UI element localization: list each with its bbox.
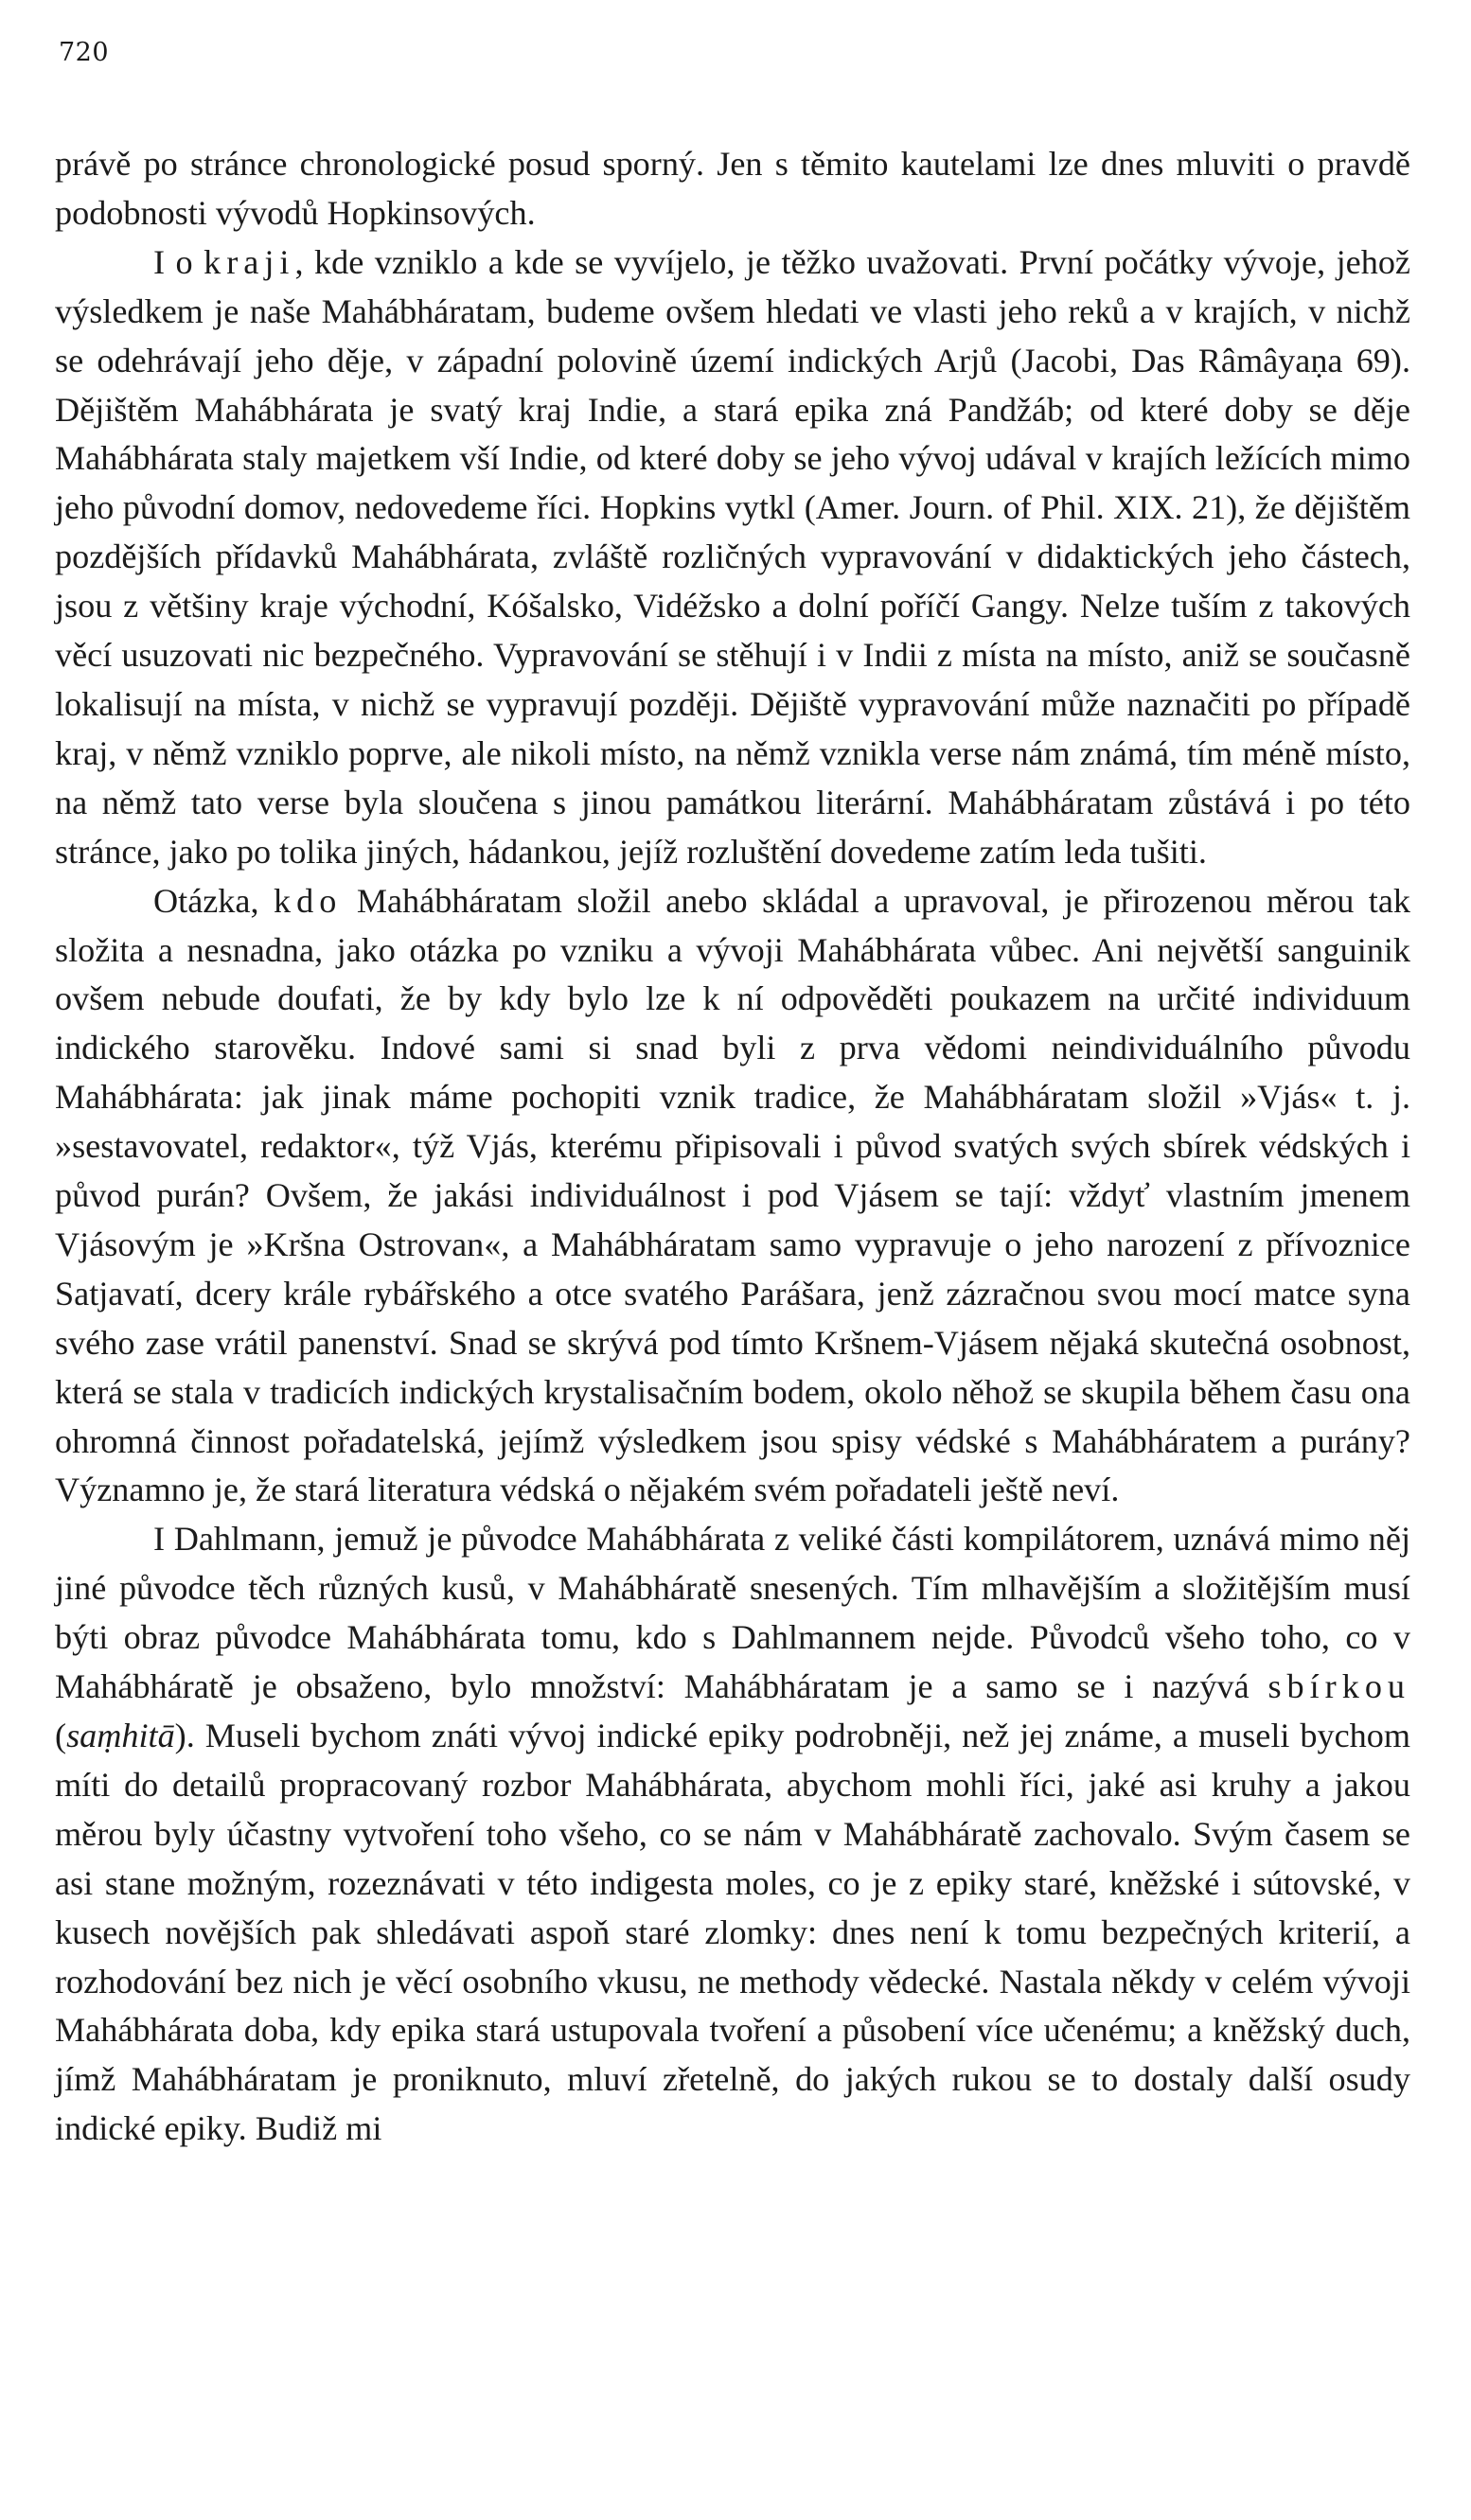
text-run: I Dahlmann, jemuž je původce Mahábhárata z veliké části kompilátorem, uznává mimo něj jiné původce těch různých kusů, v Mahábháratě snesených. Tím mlhavějším a složitějším musí býti obraz původce Mahábhárata tomu, kdo s Dahlmannem nejde. Původců všeho toho, co v Mahábháratě je obsaženo, bylo množství: Mahábháratam je a samo se i nazývá: [55, 1520, 1410, 1706]
spaced-emphasis: kraji: [204, 242, 295, 281]
page-body-text: [55, 140, 1410, 2154]
text-run: právě po stránce chronologické posud sporný. Jen s těmito kautelami lze dnes mluviti o pravdě podobnosti vývodů Hopkinsových.: [55, 145, 1410, 232]
spaced-emphasis: sbírkou: [1267, 1667, 1410, 1706]
text-run: ). Museli bychom znáti vývoj indické epiky podrobněji, než jej známe, a museli bychom míti do detailů propracovaný rozbor Mahábhárata, abychom mohli říci, jaké asi kruhy a jakou měrou byly účastny vytvoření toho všeho, co se nám v Mahábháratě zachovalo. Svým časem se asi stane možným, rozeznávati v této indigesta moles, co je z epiky staré, kněžské i sútovské, v kusech novějších pak shledávati aspoň staré zlomky: dnes není k tomu bezpečných kriterií, a rozhodování bez nich je věcí osobního vkusu, ne methody vědecké. Nastala někdy v celém vývoji Mahábhárata doba, kdy epika stará ustupovala tvoření a působení více učenému; a kněžský duch, jímž Mahábháratam je proniknuto, mluví zřetelně, do jakých rukou se to dostaly další osudy indické epiky. Budiž mi: [55, 1717, 1410, 2148]
paragraph-1: [55, 140, 1410, 238]
paragraph-4: [55, 1515, 1410, 2154]
paragraph-3: [55, 877, 1410, 1516]
text-run: Otázka,: [153, 881, 275, 920]
spaced-emphasis: kdo: [274, 881, 343, 920]
text-run: , kde vzniklo a kde se vyvíjelo, je těžko uvažovati. První počátky vývoje, jehož výsledkem je naše Mahábháratam, budeme ovšem hledati ve vlasti jeho reků a v krajích, v nichž se odehrávají jeho děje, v západní polovině území indických Arjů (Jacobi, Das Râmâyaṇa 69). Dějištěm Mahábhárata je svatý kraj Indie, a stará epika zná Pandžáb; od které doby se děje Mahábhárata staly majetkem vší Indie, od které doby se jeho vývoj udával v krajích ležících mimo jeho původní domov, nedovedeme říci. Hopkins vytkl (Amer. Journ. of Phil. XIX. 21), že dějištěm pozdějších přídavků Mahábhárata, zvláště rozličných vypravování v didaktických jeho částech, jsou z většiny kraje východní, Kóšalsko, Vidéžsko a dolní poříčí Gangy. Nelze tuším z takových věcí usuzovati nic bezpečného. Vypravování se stěhují i v Indii z místa na místo, aniž se současně lokalisují na místa, v nichž se vypravují později. Dějiště vypravování může naznačiti po případě kraj, v němž vzniklo poprve, ale nikoli místo, na němž vznikla verse nám známá, tím méně místo, na němž tato verse byla sloučena s jinou památkou literární. Mahábháratam zůstává i po této stránce, jako po tolika jiných, hádankou, jejíž rozluštění dovedeme zatím leda tušiti.: [55, 242, 1410, 871]
text-run: I o: [153, 242, 204, 281]
text-run: (: [55, 1717, 67, 1754]
paragraph-2: [55, 238, 1410, 877]
italic-term: saṃhitā: [66, 1717, 175, 1754]
text-run: Mahábháratam složil anebo skládal a upravoval, je přirozenou měrou tak složita a nesnadna, jako otázka po vzniku a vývoji Mahábhárata vůbec. Ani největší sanguinik ovšem nebude doufati, že by kdy bylo lze k ní odpověděti poukazem na určité individuum indického starověku. Indové sami si snad byli z prva vědomi neindividuálního původu Mahábhárata: jak jinak máme pochopiti vznik tradice, že Mahábháratam složil »Vjás« t. j. »sestavovatel, redaktor«, týž Vjás, kterému připisovali i původ svatých svých sbírek védských i původ purán? Ovšem, že jakási individuálnost i pod Vjásem se tají: vždyť vlastním jmenem Vjásovým je »Kršna Ostrovan«, a Mahábháratam samo vypravuje o jeho narození z přívoznice Satjavatí, dcery krále rybářského a otce svatého Parášara, jenž zázračnou svou mocí matce syna svého zase vrátil panenství. Snad se skrývá pod tímto Kršnem-Vjásem nějaká skutečná osobnost, která se stala v tradicích indických krystalisačním bodem, okolo něhož se skupila během času ona ohromná činnost pořadatelská, jejímž výsledkem jsou spisy védské s Mahábháratem a purány? Významno je, že stará literatura védská o nějakém svém pořadateli ještě neví.: [55, 881, 1411, 1509]
page-number: 720: [59, 38, 110, 67]
